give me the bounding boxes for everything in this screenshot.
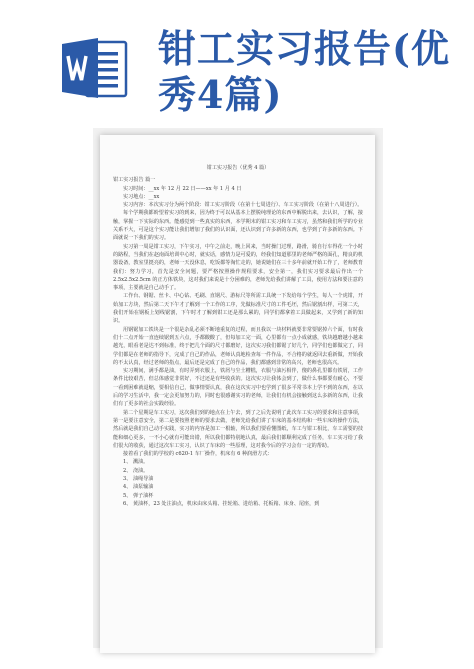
section-heading: 钳工实习报告 篇一 [113,177,156,184]
document-page-preview [100,135,375,653]
time-line: 实习时间：__xx 年 12 月 22 日——xx 年 1 月 4 日 [123,185,242,192]
list-item: 4、 油泵输油 [123,484,154,491]
list-item: 2、 浇油。 [123,467,149,474]
paragraph: 接着看了我们的学校的 c620-1 车厂操作，机床有 6 种润滑方式： [123,451,273,458]
list-item: 1、 溅油。 [123,459,149,466]
list-item: 6、 黄油杯，23 处注油点，机床由床头箱、挂轮箱、进给箱、托板箱、床身、尾座，到 [123,500,320,507]
list-item: 3、 油绳导油 [123,475,154,482]
paragraph: 实习内容：本次实习分为两个阶段：钳工实习阶段（在第十七周进行）、车工实习阶段（在第十八周进行）。 [123,202,363,209]
document-title-line-1: 钳工实习报告(优 [158,26,450,71]
page-content [113,164,363,508]
document-header [0,0,474,118]
place-line: 实习地点：__xx [123,193,160,200]
paragraph: 每个学期我都盼望着实习的到来，因为终于可以从基本上摆脱纯理论的东西中解脱出来，去认识，了解，接触，掌握一下实际的东西。能感觉到一些真实的东西，本学期末的钳工实习和车工实习，虽然和我们所学的专业关系不大，可是这个实习能让我们增加了我们的认识面，还认识到了许多新的东西，也学到了许多新的东西。下面就说一下我们的实习。 [113,210,363,242]
paragraph: 工作台、钢锯、丝卡、中心钻、毛刷、直钢尺、游标尺等所需工具统一下发给每个学生，每人一个虎钳，开始加工方块，然后第二天下午才了解到一个工作的工序，先做标准尺寸的工件毛坯，然后锯割出样，可第二天，我们开始在钢板上划线锯割，下午时才了解到钳工还是那么累的，同学们都拿着工具做起来，又学到了新的知识。 [113,293,363,325]
paragraph: 第二个星期是车工实习，这次我们到的地点在上午去，到了之后先说明了此次车工实习的要求和注意事项，第一是要注意安全，第二是要按照老师的要求去做，老师先给我们讲了车床的基本结构和一些车床的操作方法，然后就是我们自己动手实践，实习的内容是加工一根轴，所以我们要看懂图纸，车工与钳工相比，车工需要的技能和细心更多，一不小心就有可能出错，所以我们都特别地认真，最后我们都顺利完成了任务，车工实习给了我们很大的收获，通过这次车工实习，认识了车床的一些原理，这对我今后的学习会有一定的帮助。 [113,409,363,449]
paragraph: 实习第一周是钳工实习，下午实习，中午之前走，晚上回来，当时操门过理，路滑，骑自行车得花一个小时的路程，当我们在赵南面培训中心时，就实话，感情力是可爱的，经我们知道那里的老师严格的面孔，精良的机器设备，教室里挺亮的，老师一天没休息，吃饭都等淘忙走的，她说她们在三十多年前就开始工作了，老师教育我们：努力学习，首先是安全问题，要严格按照操作规程要求，安全第一，我们实习要求最后作出一个 2.5x2.5x2.5cm 的正方体铁块，这对我们来说是十分困难的，老师先给我们讲解了工具，使用方法和要注意的事项，主要就是自己动手了。 [113,243,363,292]
page-title: 钳工实习报告（优秀 4 篇） [206,165,270,171]
document-title-line-2: 秀4篇) [158,72,283,117]
paragraph: 实习期间，满手都是油，有时弄到衣服上，铁屑与尘土糟糕，衣服与油污相伴，傻的鼻孔里都有铁屑，工作条件比较艰苦，但总体感觉非常好，不过还是有些收获的。这次实习让我体会到了，做什么事都要有耐心，不要一看到困难就退缩，要相信自己，做事情要认真，我在这次实习中也学到了很多平常书本上学不到的东西，在以后的学习生活中，我一定会更加努力的，同时也很感谢实习的老师，让我们有机会接触到这么多新的东西，让我们有了更多的社会实践经验。 [113,368,363,408]
word-logo-icon [60,34,128,102]
lubrication-list [113,458,363,508]
document-title [158,26,458,118]
list-item: 5、 弹子油杯 [123,492,154,499]
paragraph: 用钢锯加工铁块是一个很是杂乱必须不断地重复的过程，而且我以一块材料就要非常要锯掉六个面，有时我们十二点开始一直连续锯到五六点，手都酸酸了，但每加工完一面，心里都有一点小成就感，铁块越磨越小越来越光，眼看老是达不到标准，终于把几个面的尺寸都磨好，这次实习我们都锯了好几个，同学们也都做完了，同学们都是在老师的指导下，完成了自己的作品，老师认真地检查每一件作品，不合格的就返回去重新做，开始我的不太认真，经过老师的指点，最后还是完成了自己的作品，我们都感到非常的高兴，老师也很高兴。 [113,326,363,366]
